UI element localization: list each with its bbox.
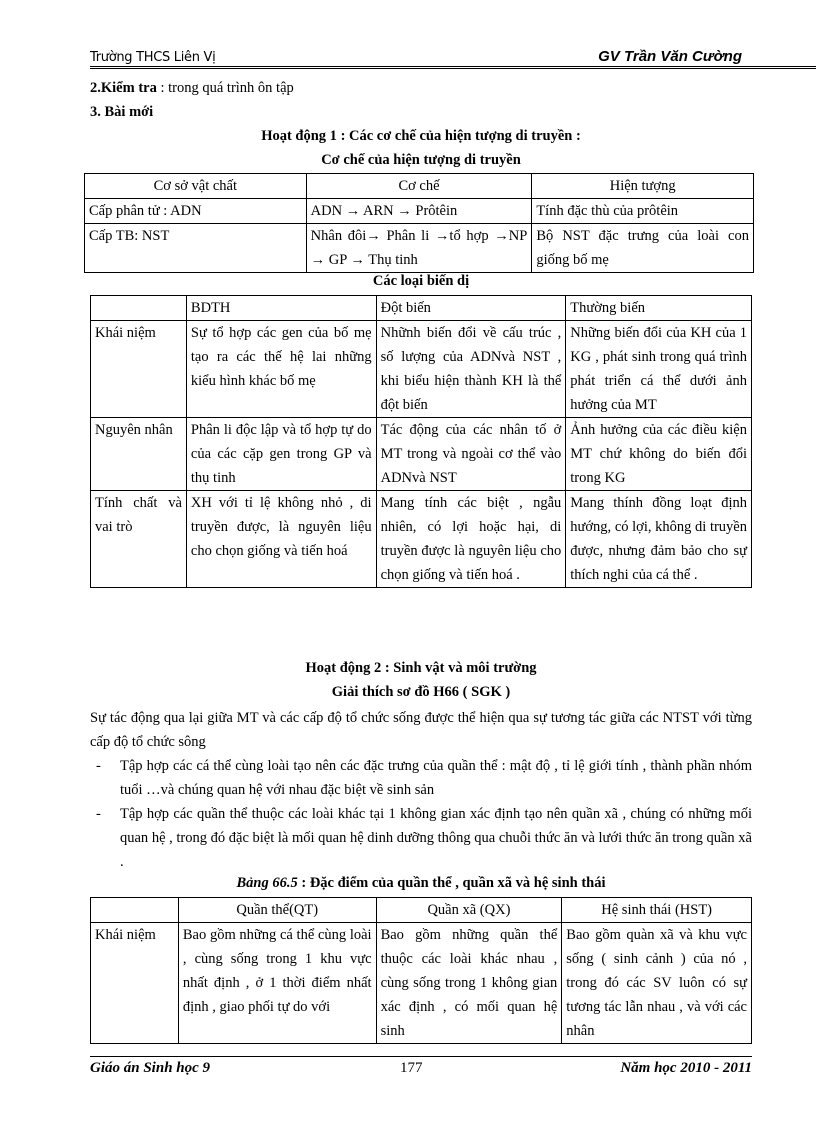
section-2-line [90, 80, 294, 97]
table-cell: Bộ NST đặc trưng của loài con giống bố mẹ [532, 224, 754, 273]
table-cell: Nhữnh biến đổi về cấu trúc , số lượng của ADNvà NST , khi biểu hiện thành KH là thể đột biến [376, 321, 566, 418]
section-2-label: 2.Kiểm tra [90, 80, 157, 96]
column-header: Cơ sở vật chất [85, 174, 307, 199]
row-header: Nguyên nhân [91, 418, 187, 491]
activity-2-heading: Hoạt động 2 : Sinh vật và môi trường [305, 660, 537, 676]
page-number: 177 [400, 1060, 423, 1076]
column-header: Hiện tượng [532, 174, 754, 199]
table-cell: ADN → ARN → Prôtêin [306, 199, 532, 224]
intro-paragraph: Sự tác động qua lại giữa MT và các cấp độ tổ chức sống được thể hiện qua sự tương tác giữa các NTST với từng cấp độ tổ chức sông [90, 710, 752, 750]
column-header: BDTH [186, 296, 376, 321]
column-header: Hệ sinh thái (HST) [562, 898, 752, 923]
table-cell: Những biến đổi của KH của 1 KG , phát sinh trong quá trình phát triển cá thể dưới ảnh hưởng của MT [566, 321, 752, 418]
row-header: Khái niệm [91, 321, 187, 418]
activity-1-text: : Các cơ chế của hiện tượng di truyền : [336, 128, 581, 144]
bullet-dash: - [96, 758, 101, 774]
column-header: Đột biến [376, 296, 566, 321]
table-3-caption [90, 875, 752, 892]
list-item [96, 802, 752, 874]
table-cell: Nhân đôi→ Phân li →tổ hợp →NP → GP → Thụ tinh [306, 224, 532, 273]
footer-rule [90, 1056, 752, 1057]
table-cell: Ảnh hưởng của các điều kiện MT chứ không do biến đổi trong KG [566, 418, 752, 491]
table-cell: Cấp TB: NST [85, 224, 307, 273]
table-cell: Mang tính các biệt , ngẫu nhiên, có lợi hoặc hại, di truyền được là nguyên liệu cho chọn giống và tiến hoá . [376, 491, 566, 588]
header-rule [90, 66, 816, 67]
table-row [91, 491, 752, 588]
school-name: Trường THCS Liên Vị [90, 50, 216, 65]
list-item-text: Tập hợp các cá thể cùng loài tạo nên các đặc trưng của quần thể : mật độ , tỉ lệ giới tính , thành phần nhóm tuổi …và chúng quan hệ với nhau đặc biệt về sinh sản [120, 758, 752, 798]
activity-2-subtitle: Giải thích sơ đồ H66 ( SGK ) [331, 684, 511, 700]
table-row [91, 418, 752, 491]
table-row [91, 321, 752, 418]
list-item [96, 754, 752, 802]
page-header [90, 48, 816, 70]
header-rule-2 [90, 68, 816, 69]
footer-year: Năm học 2010 - 2011 [620, 1060, 752, 1076]
row-header: Tính chất và vai trò [91, 491, 187, 588]
column-header: Quần thể(QT) [178, 898, 376, 923]
table-3-caption-label: Bảng 66.5 [236, 875, 298, 891]
column-header: Quần xã (QX) [376, 898, 562, 923]
section-3-heading: 3. Bài mới [90, 104, 154, 120]
page-footer [90, 1060, 752, 1084]
activity-1-label: Hoạt động 1 [261, 128, 337, 144]
table-header-row [91, 898, 752, 923]
section-2-text: : trong quá trình ôn tập [156, 80, 294, 96]
list-item-text: Tập hợp các quần thể thuộc các loài khác tại 1 không gian xác định tạo nên quần xã , chúng có những mối quan hệ , trong đó đặc biệt là mối quan hệ dinh dưỡng thông qua chuỗi thức ăn và lưới thức ăn trong quần xã . [120, 806, 752, 870]
table-2-title: Các loại biến dị [372, 273, 470, 289]
table-header-row [85, 174, 754, 199]
table-cell: Tác động của các nhân tố ở MT trong và ngoài cơ thể vào ADNvà NST [376, 418, 566, 491]
table-cell: Bao gồm quàn xã và khu vực sống ( sinh cảnh ) của nó , trong đó các SV luôn có sự tương tác lẫn nhau , và với các nhân [562, 923, 752, 1044]
row-header: Khái niệm [91, 923, 179, 1044]
table-cell: Phân li độc lập và tổ hợp tự do của các cặp gen trong GP và thụ tinh [186, 418, 376, 491]
table-1-title: Cơ chế của hiện tượng di truyền [321, 152, 521, 168]
table-cell: Cấp phân tử : ADN [85, 199, 307, 224]
table-cell: Sự tổ hợp các gen của bố mẹ tạo ra các thế hệ lai những kiểu hình khác bố mẹ [186, 321, 376, 418]
column-header: Thường biến [566, 296, 752, 321]
table-row [85, 199, 754, 224]
column-header [91, 898, 179, 923]
mechanism-table [84, 173, 754, 273]
ecology-table [90, 897, 752, 1044]
bullet-dash: - [96, 806, 101, 822]
column-header: Cơ chế [306, 174, 532, 199]
activity-1-heading [90, 128, 752, 145]
table-row [91, 923, 752, 1044]
table-cell: Mang thính đồng loạt định hướng, có lợi, không di truyền được, nhưng đảm bảo cho sự thích nghi của cá thể . [566, 491, 752, 588]
table-cell: Bao gồm những quần thể thuộc các loài khác nhau , cùng sống trong 1 không gian xác định , có mối quan hệ sinh [376, 923, 562, 1044]
table-3-caption-text: : Đặc điểm của quần thể , quần xã và hệ sinh thái [297, 875, 606, 891]
table-row [85, 224, 754, 273]
variation-table [90, 295, 752, 588]
teacher-name: GV Trần Văn Cường [598, 48, 742, 65]
table-header-row [91, 296, 752, 321]
table-cell: Tính đặc thù của prôtêin [532, 199, 754, 224]
table-cell: Bao gồm những cá thể cùng loài , cùng sống trong 1 khu vực nhất định , ở 1 thời điểm nhất định , giao phối tự do với [178, 923, 376, 1044]
footer-course: Giáo án Sinh học 9 [90, 1060, 211, 1076]
column-header [91, 296, 187, 321]
table-cell: XH với tỉ lệ không nhỏ , di truyền được, là nguyên liệu cho chọn giống và tiến hoá [186, 491, 376, 588]
